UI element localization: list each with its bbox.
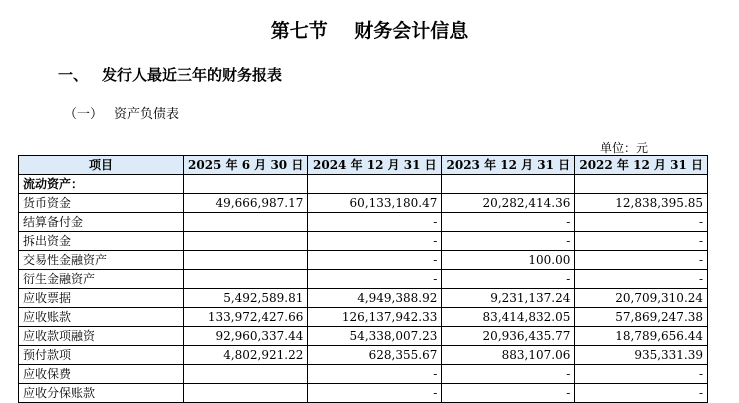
row-value-cell: - <box>442 384 575 403</box>
column-header-2024-12-31: 2024 年 12 月 31 日 <box>308 156 442 175</box>
row-value-cell: 83,414,832.05 <box>442 308 575 327</box>
balance-sheet-table <box>18 155 708 403</box>
column-header-item: 项目 <box>19 156 184 175</box>
row-value-cell: 49,666,987.17 <box>184 194 308 213</box>
row-value-cell <box>184 270 308 289</box>
row-value-cell: - <box>442 270 575 289</box>
table-row <box>19 308 708 327</box>
heading-level-2-text: 资产负债表 <box>114 107 180 122</box>
row-value-cell: 54,338,007.23 <box>308 327 442 346</box>
row-value-cell: 57,869,247.38 <box>575 308 708 327</box>
row-value-cell: 18,789,656.44 <box>575 327 708 346</box>
row-value-cell: - <box>575 384 708 403</box>
row-value-cell: - <box>308 213 442 232</box>
row-value-cell: 5,492,589.81 <box>184 289 308 308</box>
table-row <box>19 289 708 308</box>
heading-level-1 <box>58 64 282 85</box>
row-value-cell: 628,355.67 <box>308 346 442 365</box>
row-value-cell: 4,802,921.22 <box>184 346 308 365</box>
row-value-cell <box>184 175 308 194</box>
row-value-cell: - <box>575 365 708 384</box>
table-row <box>19 346 708 365</box>
row-label: 结算备付金 <box>19 213 184 232</box>
table-row <box>19 384 708 403</box>
row-value-cell: 9,231,137.24 <box>442 289 575 308</box>
row-label: 应收账款 <box>19 308 184 327</box>
table-row <box>19 232 708 251</box>
row-value-cell: - <box>308 232 442 251</box>
row-value-cell: 20,709,310.24 <box>575 289 708 308</box>
heading-level-2 <box>64 103 179 122</box>
row-value-cell: 883,107.06 <box>442 346 575 365</box>
table-row <box>19 327 708 346</box>
column-header-2025-06-30: 2025 年 6 月 30 日 <box>184 156 308 175</box>
row-label: 应收保费 <box>19 365 184 384</box>
row-value-cell: 60,133,180.47 <box>308 194 442 213</box>
heading-level-1-number: 一、 <box>58 66 89 84</box>
row-value-cell: - <box>308 251 442 270</box>
row-value-cell: 12,838,395.85 <box>575 194 708 213</box>
row-label: 应收分保账款 <box>19 384 184 403</box>
table-row <box>19 194 708 213</box>
table-header-row <box>19 156 708 175</box>
row-value-cell: - <box>308 384 442 403</box>
table-row <box>19 175 708 194</box>
heading-level-1-text: 发行人最近三年的财务报表 <box>102 66 283 84</box>
row-value-cell <box>575 175 708 194</box>
row-value-cell <box>184 365 308 384</box>
row-label: 拆出资金 <box>19 232 184 251</box>
row-label: 预付款项 <box>19 346 184 365</box>
row-value-cell <box>442 175 575 194</box>
row-value-cell: - <box>442 213 575 232</box>
row-label: 流动资产： <box>19 175 184 194</box>
row-value-cell: 133,972,427.66 <box>184 308 308 327</box>
row-value-cell: 100.00 <box>442 251 575 270</box>
row-value-cell: 4,949,388.92 <box>308 289 442 308</box>
row-label: 衍生金融资产 <box>19 270 184 289</box>
row-value-cell <box>184 232 308 251</box>
table-row <box>19 251 708 270</box>
row-value-cell: 126,137,942.33 <box>308 308 442 327</box>
row-value-cell <box>184 384 308 403</box>
table-row <box>19 365 708 384</box>
row-label: 货币资金 <box>19 194 184 213</box>
row-value-cell: - <box>308 365 442 384</box>
row-value-cell: - <box>575 213 708 232</box>
row-value-cell: - <box>575 270 708 289</box>
row-value-cell <box>308 175 442 194</box>
row-value-cell: - <box>575 232 708 251</box>
row-value-cell: - <box>575 251 708 270</box>
section-title: 第七节 财务会计信息 <box>270 20 469 42</box>
column-header-2023-12-31: 2023 年 12 月 31 日 <box>442 156 575 175</box>
row-label: 应收款项融资 <box>19 327 184 346</box>
row-label: 应收票据 <box>19 289 184 308</box>
unit-label: 单位：元 <box>600 141 649 155</box>
row-value-cell: 20,936,435.77 <box>442 327 575 346</box>
row-value-cell: 20,282,414.36 <box>442 194 575 213</box>
table-row <box>19 270 708 289</box>
row-value-cell: 92,960,337.44 <box>184 327 308 346</box>
row-value-cell: - <box>442 365 575 384</box>
heading-level-2-number: （一） <box>64 107 104 122</box>
column-header-2022-12-31: 2022 年 12 月 31 日 <box>575 156 708 175</box>
row-value-cell: - <box>308 270 442 289</box>
table-row <box>19 213 708 232</box>
row-value-cell <box>184 251 308 270</box>
row-value-cell: 935,331.39 <box>575 346 708 365</box>
row-value-cell: - <box>442 232 575 251</box>
table-body <box>19 175 708 403</box>
row-value-cell <box>184 213 308 232</box>
row-label: 交易性金融资产 <box>19 251 184 270</box>
